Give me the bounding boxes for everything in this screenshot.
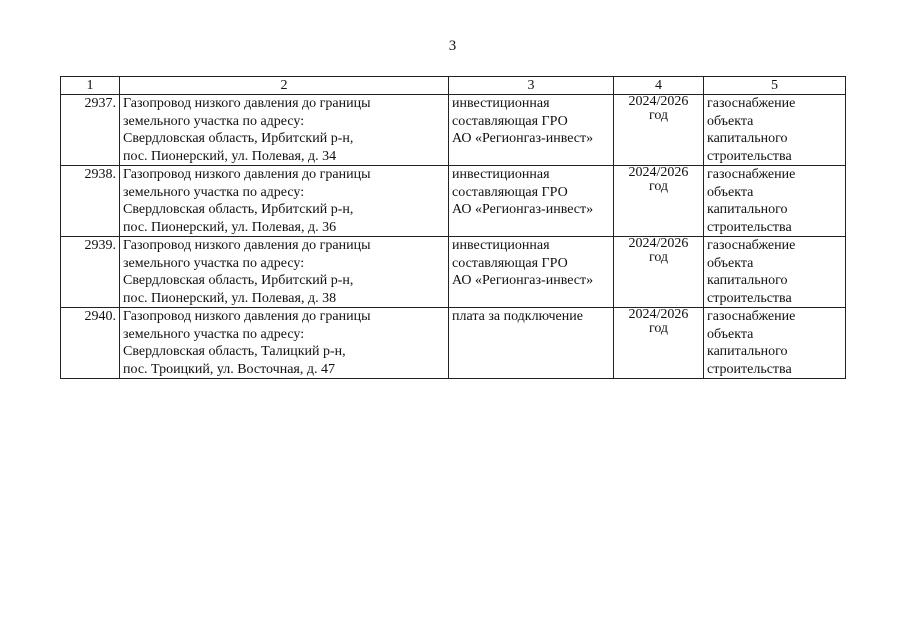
implementation-term-line: год (648, 179, 669, 194)
funding-source-line: АО «Регионгаз-инвест» (452, 202, 594, 217)
row-number: 2940. (61, 308, 120, 379)
header-cell-4: 4 (614, 77, 704, 95)
object-description (120, 237, 449, 308)
object-description-line: пос. Троицкий, ул. Восточная, д. 47 (123, 361, 335, 377)
purpose (704, 166, 846, 237)
implementation-term (614, 95, 704, 166)
table-body (61, 95, 846, 379)
purpose-line: газоснабжение (707, 238, 796, 253)
implementation-term-line: 2024/2026 (628, 236, 689, 251)
funding-source (449, 166, 614, 237)
object-description-line: пос. Пионерский, ул. Полевая, д. 36 (123, 219, 337, 235)
table-row (61, 308, 846, 379)
purpose-line: газоснабжение (707, 167, 796, 182)
header-cell-1: 1 (61, 77, 120, 95)
funding-source-line: инвестиционная (452, 96, 550, 111)
implementation-term-line: 2024/2026 (628, 307, 689, 322)
implementation-term (614, 308, 704, 379)
purpose-line: строительства (707, 290, 792, 306)
funding-source-line: плата за подключение (452, 309, 583, 324)
implementation-term (614, 237, 704, 308)
row-number: 2939. (61, 237, 120, 308)
object-description-line: Газопровод низкого давления до границы (123, 309, 371, 324)
object-description-line: земельного участка по адресу: (123, 255, 305, 271)
implementation-term (614, 166, 704, 237)
purpose-line: объекта (707, 113, 754, 129)
purpose-line: газоснабжение (707, 96, 796, 111)
funding-source (449, 95, 614, 166)
implementation-term-line: год (648, 321, 669, 336)
object-description-line: земельного участка по адресу: (123, 326, 305, 342)
purpose-line: капитального (707, 273, 788, 288)
purpose-line: строительства (707, 361, 792, 377)
purpose (704, 308, 846, 379)
table-row (61, 95, 846, 166)
object-description-line: земельного участка по адресу: (123, 184, 305, 200)
row-number: 2938. (61, 166, 120, 237)
funding-source-line: составляющая ГРО (452, 255, 568, 271)
table-row (61, 237, 846, 308)
purpose-line: капитального (707, 344, 788, 359)
row-number: 2937. (61, 95, 120, 166)
purpose-line: строительства (707, 219, 792, 235)
table-row (61, 166, 846, 237)
object-description (120, 95, 449, 166)
funding-source-line: составляющая ГРО (452, 184, 568, 200)
investment-table (60, 76, 846, 379)
page-number: 3 (448, 38, 457, 54)
header-cell-3: 3 (449, 77, 614, 95)
object-description-line: Газопровод низкого давления до границы (123, 167, 371, 182)
object-description-line: Свердловская область, Ирбитский р-н, (123, 273, 354, 288)
header-cell-2: 2 (120, 77, 449, 95)
purpose (704, 237, 846, 308)
table-header-row (61, 77, 846, 95)
funding-source-line: АО «Регионгаз-инвест» (452, 273, 594, 288)
purpose-line: капитального (707, 131, 788, 146)
object-description (120, 166, 449, 237)
funding-source-line: АО «Регионгаз-инвест» (452, 131, 594, 146)
object-description (120, 308, 449, 379)
purpose-line: объекта (707, 326, 754, 342)
object-description-line: пос. Пионерский, ул. Полевая, д. 34 (123, 148, 337, 164)
object-description-line: Свердловская область, Ирбитский р-н, (123, 131, 354, 146)
object-description-line: Газопровод низкого давления до границы (123, 96, 371, 111)
purpose-line: объекта (707, 184, 754, 200)
purpose-line: газоснабжение (707, 309, 796, 324)
purpose-line: строительства (707, 148, 792, 164)
funding-source (449, 308, 614, 379)
implementation-term-line: год (648, 250, 669, 265)
funding-source (449, 237, 614, 308)
purpose (704, 95, 846, 166)
funding-source-line: инвестиционная (452, 167, 550, 182)
object-description-line: Газопровод низкого давления до границы (123, 238, 371, 253)
object-description-line: земельного участка по адресу: (123, 113, 305, 129)
implementation-term-line: 2024/2026 (628, 165, 689, 180)
object-description-line: Свердловская область, Ирбитский р-н, (123, 202, 354, 217)
funding-source-line: составляющая ГРО (452, 113, 568, 129)
funding-source-line: инвестиционная (452, 238, 550, 253)
object-description-line: Свердловская область, Талицкий р-н, (123, 344, 346, 359)
object-description-line: пос. Пионерский, ул. Полевая, д. 38 (123, 290, 337, 306)
implementation-term-line: год (648, 108, 669, 123)
implementation-term-line: 2024/2026 (628, 94, 689, 109)
purpose-line: капитального (707, 202, 788, 217)
header-cell-5: 5 (704, 77, 846, 95)
purpose-line: объекта (707, 255, 754, 271)
